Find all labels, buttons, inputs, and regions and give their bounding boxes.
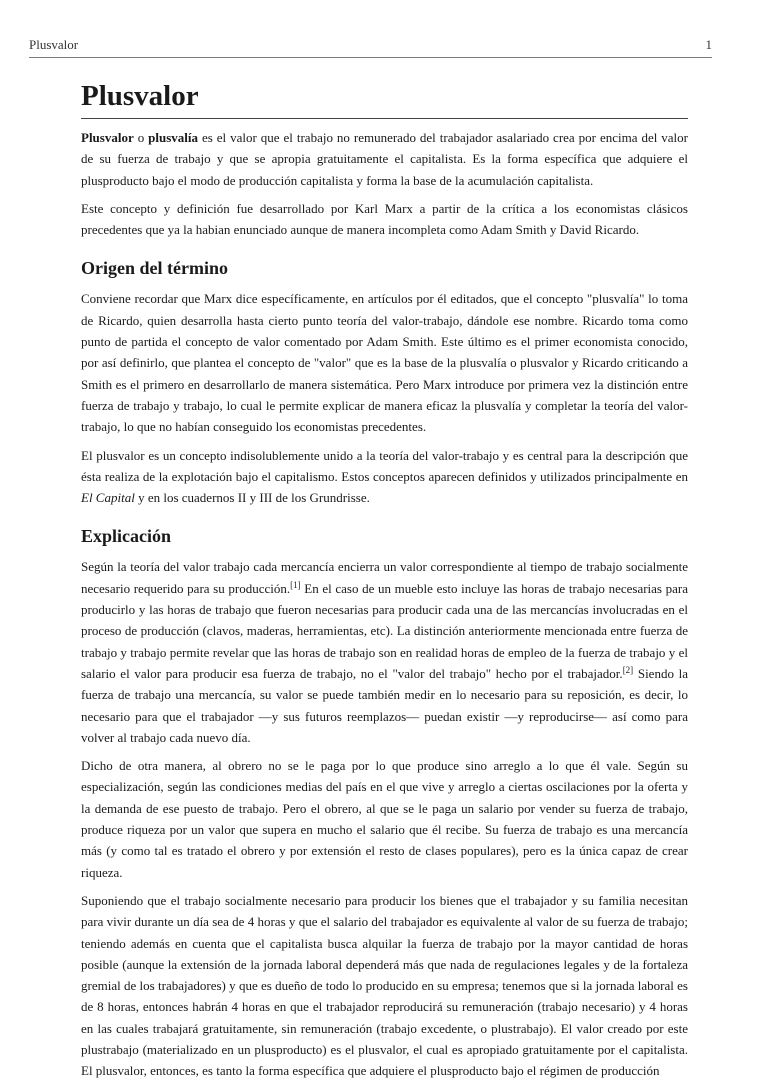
- intro-paragraph-2: Este concepto y definición fue desarrollado por Karl Marx a partir de la crítica a los economistas clásicos precedentes que ya la habian enunciado aunque de manera incompleta como Adam Smith y David Ricardo.: [81, 200, 688, 238]
- article-title: Plusvalor: [81, 78, 688, 119]
- reference-link-1[interactable]: [1]: [290, 579, 301, 590]
- origen-p2-text-b: y en los cuadernos II y III de los Grundrisse.: [134, 490, 370, 506]
- intro-connector: o: [133, 130, 149, 145]
- explicacion-p1-text-b: En el caso de un mueble esto incluye las horas de trabajo necesarias para producirlo y las horas de trabajo que fueron necesarias para producir cada una de las mercancías involucradas en el proceso de producción (clavos, maderas, herramientas, etc). La distinción anteriormente mencionada entre fuerza de trabajo y trabajo permite revelar que las horas de trabajo son en realidad horas de empleo de la fuerza de trabajo y el salario el valor para producir esa fuerza de trabajo, no el "valor del trabajo" hecho por el trabajador.: [81, 580, 688, 681]
- origen-paragraph-2: [81, 445, 688, 509]
- intro-text: es el valor que el trabajo no remunerado del trabajador asalariado crea por encima del valor de su fuerza de trabajo y que se apropia gratuitamente el capitalista. Es la forma específica que adquiere el plusproducto bajo el modo de producción capitalista y forma la base de la acumulación capitalista.: [81, 130, 688, 188]
- explicacion-paragraph-3: Suponiendo que el trabajo socialmente necesario para producir los bienes que el trabajador y su familia necesitan para vivir durante un día sea de 4 horas y que el salario del trabajador es equivalente al valor de su fuerza de trabajo; teniendo además en cuenta que el capitalista busca alquilar la fuerza de trabajo por la mayor cantidad de horas posible (aunque la extensión de la jornada laboral dependerá más que nada de regulaciones legales y de la fortaleza gremial de los trabajadores) y que es dueño de todo lo producido en su empresa; tenemos que si la jornada laboral es de 8 horas, entonces habrán 4 horas en que el trabajador reproducirá su remuneración (trabajo necesario) y 4 horas en las cuales trabajará gratuitamente, sin remuneración (trabajo excedente, o plustrabajo). El valor creado por este plustrabajo (materializado en un plusproducto) es el plusvalor, el cual es apropiado gratuitamente por el capitalista. El plusvalor, entonces, es tanto la forma específica que adquiere el plusproducto bajo el régimen de producción: [81, 892, 688, 1079]
- origen-paragraph-1: Conviene recordar que Marx dice específicamente, en artículos por él editados, que el concepto "plusvalía" lo toma de Ricardo, quien desarrolla hasta cierto punto teoría del valor-trabajo, dándole ese nombre. Ricardo toma como punto de partida el concepto de valor comentado por Adam Smith. Este último es el primer economista conocido, por así definirlo, que plantea el concepto de "valor" que es la base de la plusvalía o plusvalor y Ricardo criticando a Smith es el primero en desarrollarlo de manera sistemática. Pero Marx introduce por primera vez la distinción entre fuerza de trabajo y trabajo, lo cual le permite explicar de manera eficaz la plusvalía y completar la teoría del valor-trabajo, lo que no habían conseguido los economistas precedentes.: [81, 291, 688, 435]
- explicacion-paragraph-2: Dicho de otra manera, al obrero no se le paga por lo que produce sino arreglo a lo que él vale. Según su especialización, según las condiciones medias del país en el que vive y arreglo a ciertas oscilaciones por la oferta y la demanda de ese puesto de trabajo. Pero el obrero, al que se le paga un salario por vender su fuerza de trabajo, produce riqueza por un valor que supera en mucho el salario que él recibe. Su fuerza de trabajo es una mercancía más (y como tal es tratado el obrero y por extensión el resto de clases populares), pero es la única capaz de crear riqueza.: [81, 758, 688, 880]
- running-header-title: Plusvalor: [29, 37, 79, 52]
- page-number: 1: [705, 37, 712, 52]
- explicacion-p1-text-c: Siendo la fuerza de trabajo una mercancía, su valor se puede también medir en lo necesario para su reposición, es decir, lo necesario para que el trabajador —y sus futuros reemplazos— puedan existir —y reproducirse— así como para volver al trabajo cada nuevo día.: [81, 665, 688, 745]
- intro-paragraph: [81, 127, 688, 191]
- section-heading-explicacion: Explicación: [81, 526, 172, 547]
- running-header: [29, 37, 712, 58]
- book-title-el-capital: El Capital: [81, 490, 135, 506]
- explicacion-p1-text-a: Según la teoría del valor trabajo cada mercancía encierra un valor correspondiente al tiempo de trabajo socialmente necesario requerido para su producción.: [81, 559, 688, 596]
- section-heading-origen: Origen del término: [81, 258, 228, 279]
- explicacion-paragraph-1: [81, 556, 688, 748]
- term-plusvalia: plusvalía: [148, 130, 199, 145]
- article-body: [81, 78, 688, 1089]
- term-plusvalor: Plusvalor: [81, 130, 134, 145]
- reference-link-2[interactable]: [2]: [622, 664, 634, 675]
- origen-p2-text-a: El plusvalor es un concepto indisolublemente unido a la teoría del valor-trabajo y es central para la descripción que ésta realiza de la explotación bajo el capitalismo. Estos conceptos aparecen definidos y utilizados principalmente en: [81, 447, 688, 484]
